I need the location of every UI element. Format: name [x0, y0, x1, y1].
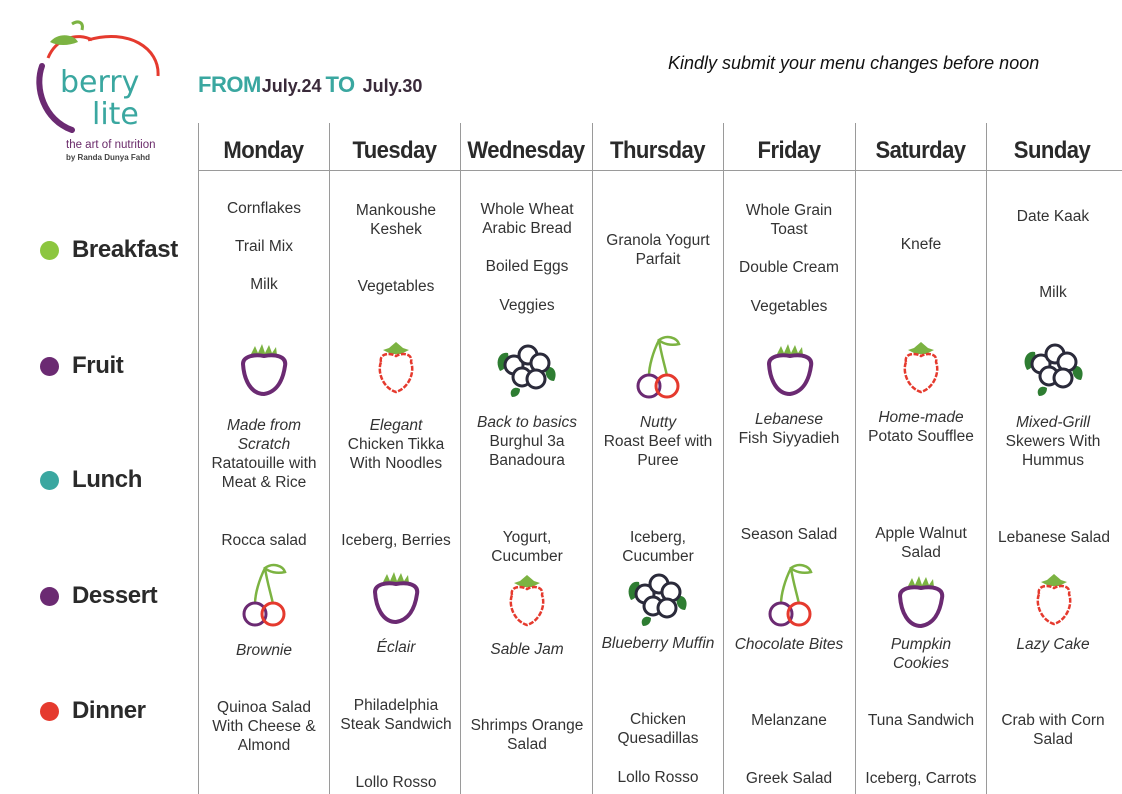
breakfast-item: Trail Mix [235, 238, 293, 255]
header-divider [198, 170, 1122, 171]
lunch-main: Skewers With Hummus [1005, 433, 1101, 469]
row-label-text: Lunch [72, 466, 142, 493]
lunch-tagline: Home-made [878, 409, 964, 426]
brand-name-top: berry [60, 65, 140, 100]
breakfast-item: Vegetables [750, 298, 828, 315]
plum-icon [755, 334, 825, 404]
dinner-item: Lollo Rosso [617, 769, 699, 786]
breakfast-item: Whole Grain Toast [745, 202, 833, 238]
brand-tagline: the art of nutrition [66, 139, 156, 151]
breakfast-item: Mankoushe Keshek [355, 202, 437, 238]
dinner-item: Quinoa Salad With Cheese & Almond [212, 699, 316, 754]
lunch-side: Apple Walnut Salad [875, 525, 967, 561]
dinner-item: Shrimps Orange Salad [470, 717, 584, 753]
dessert-item: Pumpkin Cookies [890, 636, 952, 672]
dinner-item: Philadelphia Steak Sandwich [340, 697, 452, 733]
breakfast-item: Milk [250, 276, 278, 293]
lunch-main: Ratatouille with Meat & Rice [211, 455, 317, 491]
from-label: FROM [198, 72, 261, 97]
dessert-item: Éclair [376, 639, 416, 656]
breakfast-item: Vegetables [357, 278, 435, 295]
breakfast-item: Boiled Eggs [485, 258, 569, 275]
lunch-tagline: Made from Scratch [226, 417, 302, 453]
row-label-breakfast [40, 236, 178, 264]
lunch-side: Season Salad [740, 526, 838, 543]
lunch-main: Chicken Tikka With Noodles [347, 436, 445, 472]
cherry-icon [229, 560, 299, 630]
row-label-text: Dinner [72, 697, 146, 724]
dinner-item: Lollo Rosso [355, 774, 437, 791]
dessert-item: Sable Jam [490, 641, 564, 658]
lunch-side: Rocca salad [221, 532, 307, 549]
day-header-saturday: Saturday [875, 137, 966, 164]
lunch-side: Yogurt, Cucumber [491, 529, 563, 565]
strawberry-icon [886, 334, 956, 404]
lunch-side: Iceberg, Berries [341, 532, 451, 549]
row-label-dessert [40, 582, 157, 610]
grid-line [723, 123, 724, 794]
strawberry-icon [492, 567, 562, 637]
dessert-item: Lazy Cake [1016, 636, 1090, 653]
blueberry-icon [1019, 332, 1089, 402]
cherry-icon [623, 332, 693, 402]
dessert-dot [40, 587, 59, 606]
cherry-icon [755, 560, 825, 630]
grid-line [329, 123, 330, 794]
blueberry-icon [492, 333, 562, 403]
row-label-text: Breakfast [72, 236, 178, 263]
row-label-dinner [40, 697, 146, 725]
dinner-item: Tuna Sandwich [867, 712, 975, 729]
lunch-main: Fish Siyyadieh [738, 430, 840, 447]
row-label-fruit [40, 352, 123, 380]
date-range [198, 72, 426, 98]
dinner-item: Crab with Corn Salad [1001, 712, 1105, 748]
dessert-item: Brownie [236, 642, 292, 659]
blueberry-icon [623, 562, 693, 632]
dinner-item: Iceberg, Carrots [865, 770, 977, 787]
lunch-dot [40, 471, 59, 490]
dinner-dot [40, 702, 59, 721]
lunch-side: Iceberg, Cucumber [622, 529, 694, 565]
brand-name-bottom: lite [92, 97, 139, 132]
lunch-tagline: Elegant [369, 417, 423, 434]
breakfast-item: Veggies [499, 297, 555, 314]
row-label-text: Fruit [72, 352, 124, 379]
lunch-main: Burghul 3a Banadoura [489, 433, 565, 469]
from-date: July.24 [261, 76, 322, 96]
breakfast-item: Whole Wheat Arabic Bread [480, 201, 574, 237]
day-header-tuesday: Tuesday [352, 137, 437, 164]
strawberry-icon [1019, 566, 1089, 636]
dessert-item: Chocolate Bites [734, 636, 844, 653]
to-date: July.30 [362, 76, 423, 96]
dinner-item: Greek Salad [745, 770, 833, 787]
lunch-tagline: Back to basics [477, 414, 577, 431]
breakfast-item: Milk [1039, 284, 1067, 301]
breakfast-item: Date Kaak [1016, 208, 1090, 225]
grid-line [855, 123, 856, 794]
day-header-thursday: Thursday [610, 137, 705, 164]
dessert-item: Blueberry Muffin [601, 635, 715, 652]
strawberry-icon [361, 334, 431, 404]
lunch-tagline: Mixed-Grill [1015, 414, 1091, 431]
grid-line [198, 123, 199, 794]
day-header-friday: Friday [757, 137, 821, 164]
row-label-text: Dessert [72, 582, 158, 609]
day-header-sunday: Sunday [1013, 137, 1091, 164]
lunch-main: Potato Soufflee [868, 428, 974, 445]
dinner-item: Melanzane [751, 712, 827, 729]
brand-byline: by Randa Dunya Fahd [66, 153, 151, 162]
plum-icon [361, 562, 431, 632]
fruit-dot [40, 357, 59, 376]
breakfast-item: Double Cream [739, 259, 839, 276]
breakfast-item: Cornflakes [226, 200, 302, 217]
plum-icon [229, 334, 299, 404]
grid-line [986, 123, 987, 794]
breakfast-dot [40, 241, 59, 260]
lunch-side: Lebanese Salad [997, 529, 1111, 546]
grid-line [592, 123, 593, 794]
breakfast-item: Knefe [900, 236, 942, 253]
grid-line [460, 123, 461, 794]
menu-change-notice: Kindly submit your menu changes before noon [668, 53, 1040, 73]
day-header-monday: Monday [223, 137, 304, 164]
lunch-main: Roast Beef with Puree [603, 433, 713, 469]
breakfast-item: Granola Yogurt Parfait [606, 232, 710, 268]
row-label-lunch [40, 466, 142, 494]
lunch-tagline: Nutty [639, 414, 677, 431]
dinner-item: Chicken Quesadillas [617, 711, 699, 747]
plum-icon [886, 566, 956, 636]
day-header-wednesday: Wednesday [467, 137, 585, 164]
to-label: TO [325, 72, 355, 97]
lunch-tagline: Lebanese [754, 411, 824, 428]
